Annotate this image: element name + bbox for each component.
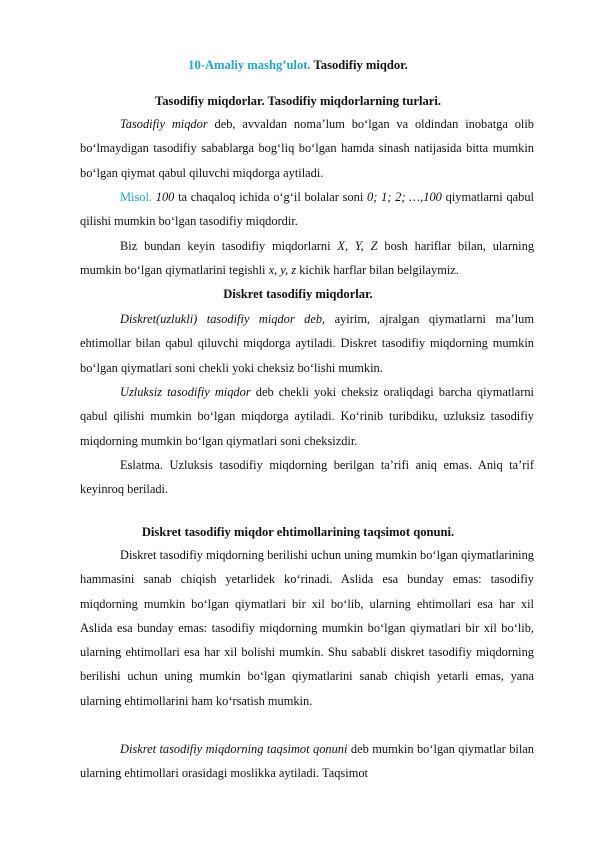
title-prefix: 10-Amaliy mashg’ulot. [188,58,311,72]
example-label: Misol. [120,190,153,204]
term-random-variable: Tasodifiy miqdor [120,117,208,131]
example-text-1: ta chaqaloq ichida o‘g‘il bolalar soni [174,190,368,204]
section-heading-types: Tasodifiy miqdorlar. Tasodifiy miqdorlarning turlari. [155,94,441,108]
paragraph-discrete [80,307,534,380]
paragraph-definition-text: deb, avvaldan noma’lum bo‘lgan va oldindan inobatga olib bo‘lmaydigan tasodifiy sabablarga bog‘liq bo‘lgan hamda sinash natijasida bitta mumkin bo‘lgan qiymat qabul qiluvchi miqdorga aytiladi. [80,117,534,180]
paragraph-distribution-law-text: deb mumkin bo‘lgan qiymatlar bilan ularning ehtimollari orasidagi moslikka aytiladi. Taqsimot [80,742,534,781]
paragraph-discrete-text: ayirim, ajralgan qiymatlarni ma’lum ehtimollar bilan qabul qiluvchi miqdorga aytiladi. Diskret tasodifiy miqdorning mumkin bo‘lgan qiymatlari soni chekli yoki cheksiz bo‘lishi mumkin. [80,312,534,375]
example-number: 100 [152,190,175,204]
term-continuous: Uzluksiz tasodifiy miqdor [120,385,251,399]
notation-lower: x, y, z [268,263,297,278]
title-main: Tasodifiy miqdor. [310,58,408,72]
example-text-2: qiymatlarni qabul qilishi mumkin bo‘lgan tasodifiy miqdordir. [80,190,535,229]
page-title [0,57,596,73]
paragraph-note: Eslatma. Uzluksis tasodifiy miqdorning berilgan ta’rifi aniq emas. Aniq ta’rif keyinroq beriladi. [80,458,534,497]
paragraph-definition [80,112,534,185]
paragraph-continuous-text: deb chekli yoki cheksiz oraliqdagi barcha qiymatlarni qabul qilishi mumkin bo‘lgan miqdorga aytiladi. Ko‘rinib turibdiku, uzluksiz tasodifiy miqdorning mumkin bo‘lgan qiymatlari soni cheksizdir. [80,385,534,448]
notation-text-3: kichik harflar bilan belgilaymiz. [296,263,459,278]
paragraph-notation [80,234,534,283]
section-heading-discrete: Diskret tasodifiy miqdorlar. [223,287,373,301]
paragraph-example [80,185,534,234]
notation-text-1: Biz bundan keyin tasodifiy miqdorlarni [120,239,338,253]
notation-upper: X, Y, Z [337,239,378,253]
paragraph-continuous [80,380,534,453]
notation-text-2: bosh hariflar bilan, ularning mumkin bo‘lgan qiymatlarini tegishli [80,239,535,278]
term-discrete: Diskret(uzlukli) tasodifiy miqdor deb, [120,312,326,326]
section-heading-distribution: Diskret tasodifiy miqdor ehtimollarining taqsimot qonuni. [141,525,455,539]
example-values: 0; 1; 2; …,100 [367,190,442,204]
term-distribution-law: Diskret tasodifiy miqdorning taqsimot qonuni [120,742,348,756]
paragraph-distribution-law [80,737,534,786]
paragraph-distribution: Diskret tasodifiy miqdorning berilishi uchun uning mumkin bo‘lgan qiymatlarining hammasini sanab chiqish yetarlidek ko‘rinadi. Aslida esa bunday emas: tasodifiy miqdorning mumkin bo‘lgan qiymatlari bir xil bo‘lib, ularning ehtimollari esa har xil Aslida esa bunday emas: tasodifiy miqdorning mumkin bo‘lgan qiymatlari bir xil bo‘lib, ularning ehtimollari esa har xil bolishi mumkin. Shu sababli diskret tasodifiy miqdorning berilishi uchun uning mumkin bo‘lgan qiymatlarini sanab chiqish yetarli emas, yana ularning ehtimollarini ham ko‘rsatish mumkin. [80,548,534,708]
